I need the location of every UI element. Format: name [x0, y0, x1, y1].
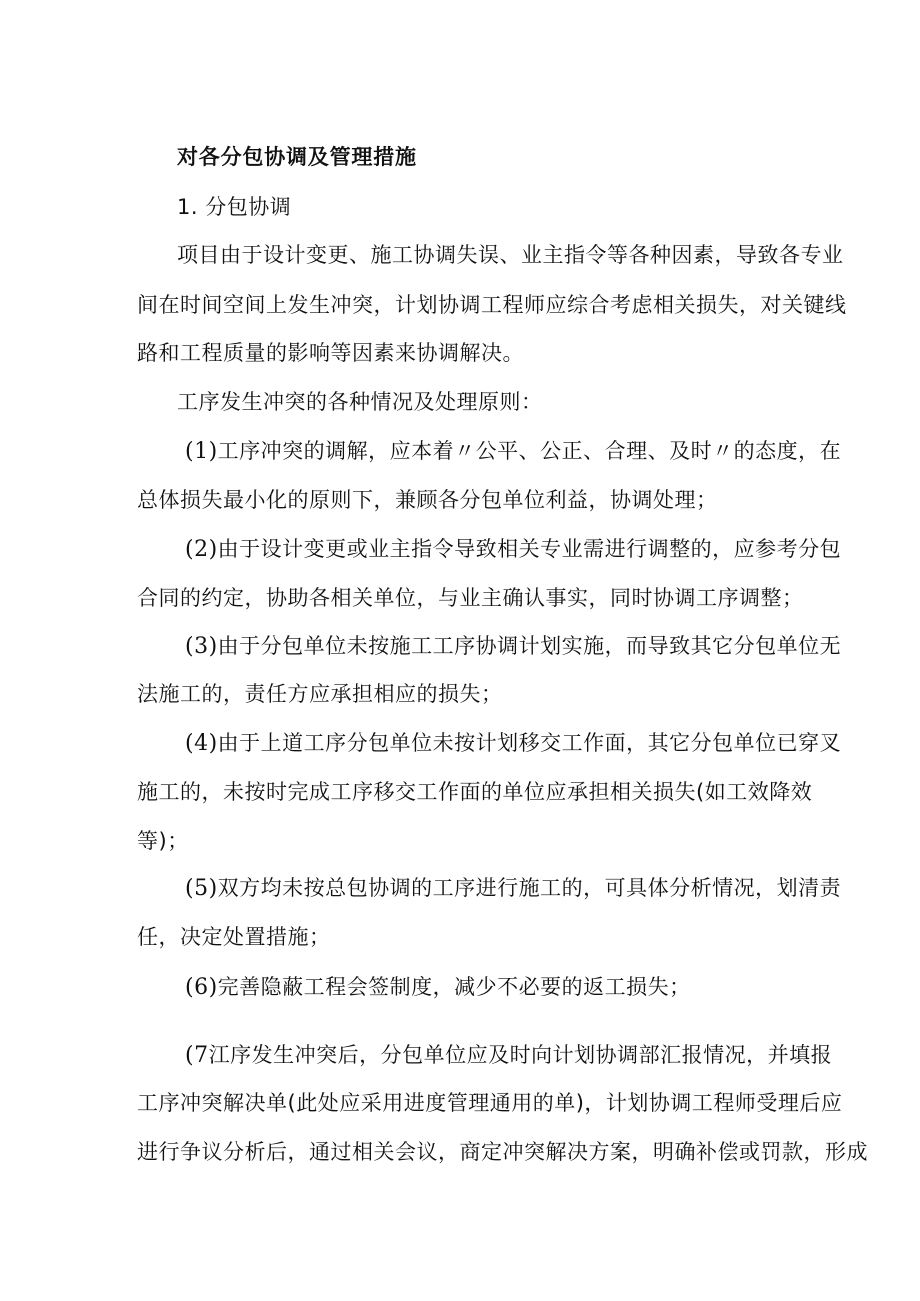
item-7-line-1 — [185, 1041, 832, 1070]
item-7-line-2: 工序冲突解决单(此处应采用进度管理通用的单)，计划协调工程师受理后应 — [137, 1091, 843, 1115]
item-text: 工序冲突的调解，应本着〃公平、公正、合理、及时〃的态度，在 — [217, 439, 842, 463]
intro-line-1: 项目由于设计变更、施工协调失误、业主指令等各种因素，导致各专业 — [177, 243, 844, 267]
document-heading: 对各分包协调及管理措施 — [177, 145, 417, 169]
item-3-line-1 — [185, 632, 841, 661]
item-4-line-2: 施工的，未按时完成工序移交工作面的单位应承担相关损失(如工效降效 — [137, 780, 813, 804]
item-1-line-2: 总体损失最小化的原则下，兼顾各分包单位利益，协调处理； — [137, 488, 718, 512]
item-7-line-3: 进行争议分析后，通过相关会议，商定冲突解决方案，明确补偿或罚款，形成 — [137, 1140, 868, 1164]
item-text: 完善隐蔽工程会签制度，减少不必要的返工损失； — [217, 975, 691, 999]
item-number: (6) — [185, 975, 218, 1000]
item-6-line-1 — [185, 973, 691, 1002]
item-text: 双方均未按总包协调的工序进行施工的，可具体分析情况，划清责 — [217, 876, 842, 900]
item-2-line-1 — [185, 535, 841, 564]
item-2-line-2: 合同的约定，协助各相关单位，与业主确认事实，同时协调工序调整； — [137, 586, 804, 610]
item-5-line-1 — [185, 874, 841, 903]
item-1-line-1 — [185, 437, 841, 466]
item-text: 江序发生冲突后，分包单位应及时向计划协调部汇报情况，并填报 — [208, 1043, 833, 1067]
item-4-line-1 — [185, 729, 841, 758]
item-4-line-3: 等)； — [137, 829, 189, 853]
item-3-line-2: 法施工的，责任方应承担相应的损失； — [137, 682, 503, 706]
item-number: (3) — [185, 634, 218, 659]
principles-intro: 工序发生冲突的各种情况及处理原则： — [177, 390, 543, 414]
item-text: 由于设计变更或业主指令导致相关专业需进行调整的，应参考分包 — [217, 537, 842, 561]
item-number: (2) — [185, 537, 218, 562]
item-number: (1) — [185, 439, 218, 464]
item-number: (7 — [185, 1043, 209, 1068]
item-5-line-2: 任，决定处置措施； — [137, 925, 331, 949]
intro-line-3: 路和工程质量的影响等因素来协调解决。 — [137, 341, 524, 365]
item-text: 由于上道工序分包单位未按计划移交工作面，其它分包单位已穿叉 — [217, 731, 842, 755]
item-number: (5) — [185, 876, 218, 901]
item-text: 由于分包单位未按施工工序协调计划实施，而导致其它分包单位无 — [217, 634, 842, 658]
intro-line-2: 间在时间空间上发生冲突，计划协调工程师应综合考虑相关损失，对关键线 — [137, 293, 847, 317]
section-title: 1. 分包协调 — [177, 195, 292, 219]
item-number: (4) — [185, 731, 218, 756]
